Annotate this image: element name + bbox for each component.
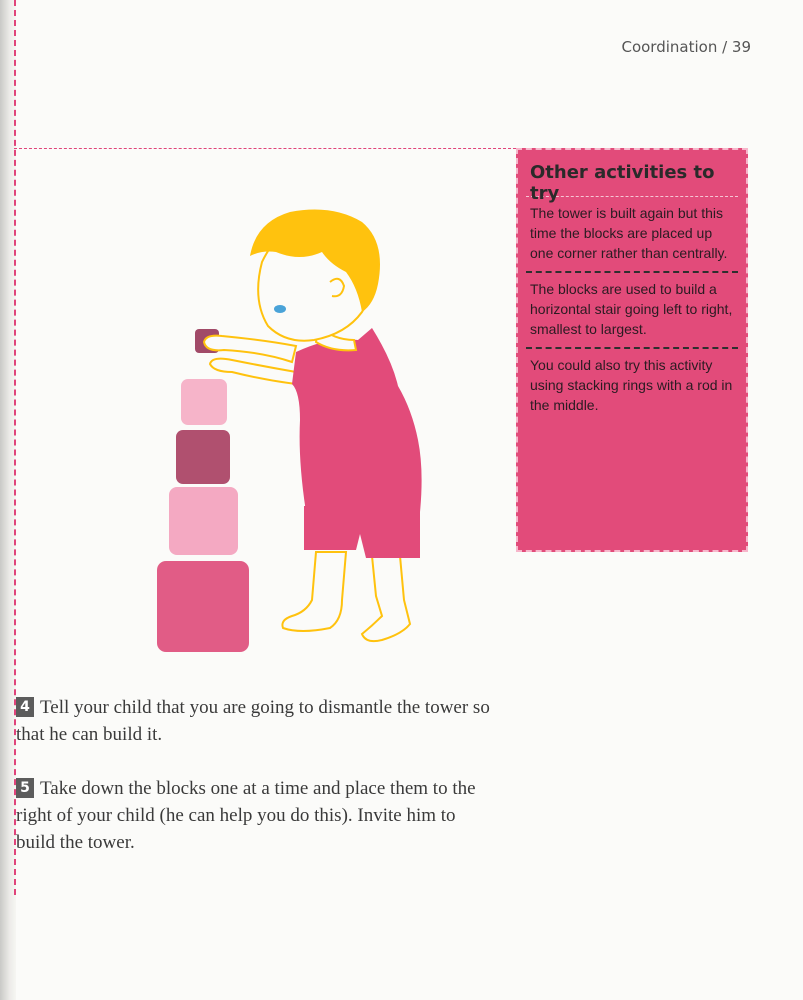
block-medium-dark [176,430,230,484]
running-head: Coordination / 39 [621,38,751,56]
block-large-light [169,487,238,555]
ear [330,279,344,296]
block-small-light [181,379,227,425]
step-number-badge: 5 [16,778,34,798]
sidebar-item: The tower is built again but this time the blocks are placed up one corner rather than centrally. [526,196,738,271]
left-leg [282,552,346,631]
child-stacking-blocks-illustration [0,0,516,680]
step-number-badge: 4 [16,697,34,717]
shorts [304,506,420,558]
shirt [292,328,422,512]
step-text: Take down the blocks one at a time and place them to the right of your child (he can help you do this). Invite him to build the tower. [16,778,476,853]
sidebar-title: Other activities to try [530,162,715,204]
right-leg [362,556,410,641]
block-base-pink [157,561,249,652]
other-activities-sidebar [516,148,748,552]
step-5 [16,775,496,856]
step-text: Tell your child that you are going to dismantle the tower so that he can build it. [16,697,490,745]
eye [274,305,286,313]
step-4 [16,694,496,748]
sidebar-item: You could also try this activity using stacking rings with a rod in the middle. [526,347,738,423]
sidebar-item: The blocks are used to build a horizontal stair going left to right, smallest to largest. [526,271,738,347]
